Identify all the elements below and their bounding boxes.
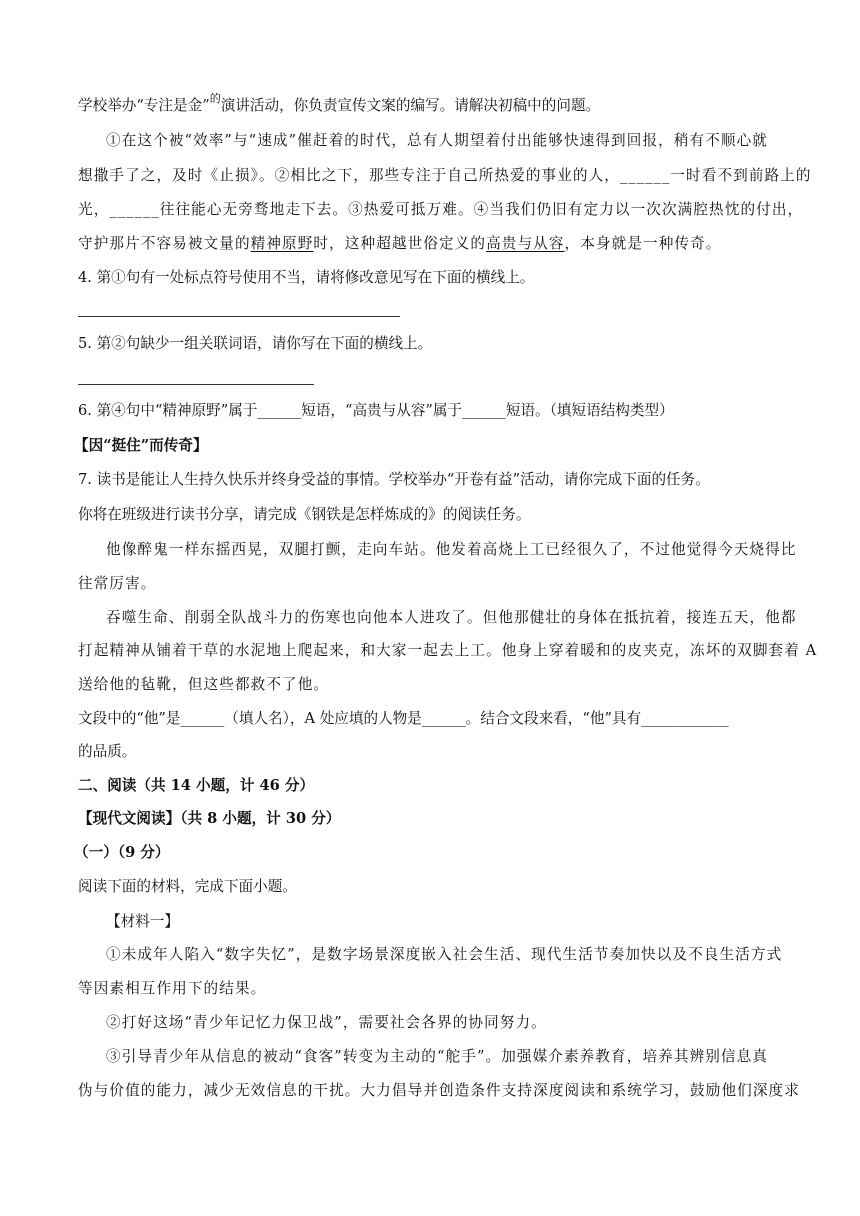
question-7-line-2: 你将在班级进行读书分享，请完成《钢铁是怎样炼成的》的阅读任务。	[78, 506, 531, 523]
passage1-line-4	[78, 234, 722, 254]
passage1-line-3: 光，______往往能心无旁骛地走下去。③热爱可抵万难。④当我们仍旧有定力以一次次满腔热忱的付出，	[78, 201, 804, 218]
group-heading: （一）（9 分）	[74, 844, 170, 861]
section-heading: 【因“挺住”而传奇】	[74, 437, 208, 454]
intro-text-before: 学校举办“专注是金”	[78, 97, 210, 114]
excerpt-line-2: 往常厉害。	[78, 575, 157, 592]
excerpt-line-1: 他像醉鬼一样东摇西晃，双腿打颤，走向车站。他发着高烧上工已经很久了，不过他觉得今天烧得比	[106, 541, 797, 558]
footnote-superscript: 的	[209, 92, 221, 105]
material-1-line-1: ①未成年人陷入“数字失忆”，是数字场景深度嵌入社会生活、现代生活节奏加快以及不良生活方式	[106, 946, 783, 963]
question-7-line-1: 7. 读书是能让人生持久快乐并终身受益的事情。学校举办“开卷有益”活动，请你完成下面的任务。	[78, 471, 710, 488]
part2-heading: 二、阅读（共 14 小题，计 46 分）	[78, 777, 315, 794]
part2-subheading: 【现代文阅读】（共 8 小题，计 30 分）	[78, 810, 341, 827]
intro-text-after: 演讲活动，你负责宣传文案的编写。请解决初稿中的问题。	[220, 97, 601, 114]
passage1-line-4-c: 时，这种超越世俗定义的	[313, 235, 487, 252]
question-4: 4. 第①句有一处标点符号使用不当，请将修改意见写在下面的横线上。	[78, 269, 535, 286]
question-6: 6. 第④句中“精神原野”属于______短语，“高贵与从容”属于______短语。（填短语结构类型）	[78, 402, 674, 419]
passage1-line-4-a: 守护那片不容易被文量的	[78, 235, 251, 252]
passage1-line-1: ①在这个被“效率”与“速成”催赶着的时代，总有人期望着付出能够快速得到回报，稍有不顺心就	[106, 132, 768, 149]
excerpt-line-4: 打起精神从铺着干草的水泥地上爬起来，和大家一起去上工。他身上穿着暖和的皮夹克，冻坏的双脚套着 A	[78, 642, 818, 659]
answer-line-q4[interactable]	[78, 316, 400, 317]
question-7-answer-line-2: 的品质。	[78, 743, 137, 760]
question-5: 5. 第②句缺少一组关联词语，请你写在下面的横线上。	[78, 335, 433, 352]
material-1-title: 【材料一】	[106, 913, 179, 930]
passage1-line-4-e: ，本身就是一种传奇。	[564, 235, 722, 252]
answer-line-q5[interactable]	[78, 384, 314, 385]
underlined-phrase-jingshen-yuanye: 精神原野	[250, 235, 314, 252]
passage1-line-2: 想撒手了之，及时《止损》。②相比之下，那些专注于自己所热爱的事业的人，______一时看不到前路上的	[78, 167, 812, 184]
reading-instruction: 阅读下面的材料，完成下面小题。	[78, 878, 297, 895]
material-1-line-5: 伪与价值的能力，减少无效信息的干扰。大力倡导并创造条件支持深度阅读和系统学习，鼓励他们深度求	[78, 1082, 800, 1099]
question-7-answer-line-1: 文段中的“他”是______（填人名），A 处应填的人物是______。结合文段来看，“他”具有____________	[78, 710, 729, 727]
material-1-line-3: ②打好这场“青少年记忆力保卫战”，需要社会各界的协同努力。	[106, 1014, 547, 1031]
underlined-phrase-gaogui-congrong: 高贵与从容	[486, 235, 565, 252]
excerpt-line-5: 送给他的毡靴，但这些都救不了他。	[78, 676, 330, 693]
material-1-line-4: ③引导青少年从信息的被动“食客”转变为主动的“舵手”。加强媒介素养教育，培养其辨别信息真	[106, 1048, 768, 1065]
material-1-line-2: 等因素相互作用下的结果。	[78, 980, 267, 997]
intro-line	[78, 92, 601, 117]
excerpt-line-3: 吞噬生命、削弱全队战斗力的伤寒也向他本人进攻了。但他那健壮的身体在抵抗着，接连五天，他都	[106, 609, 797, 626]
